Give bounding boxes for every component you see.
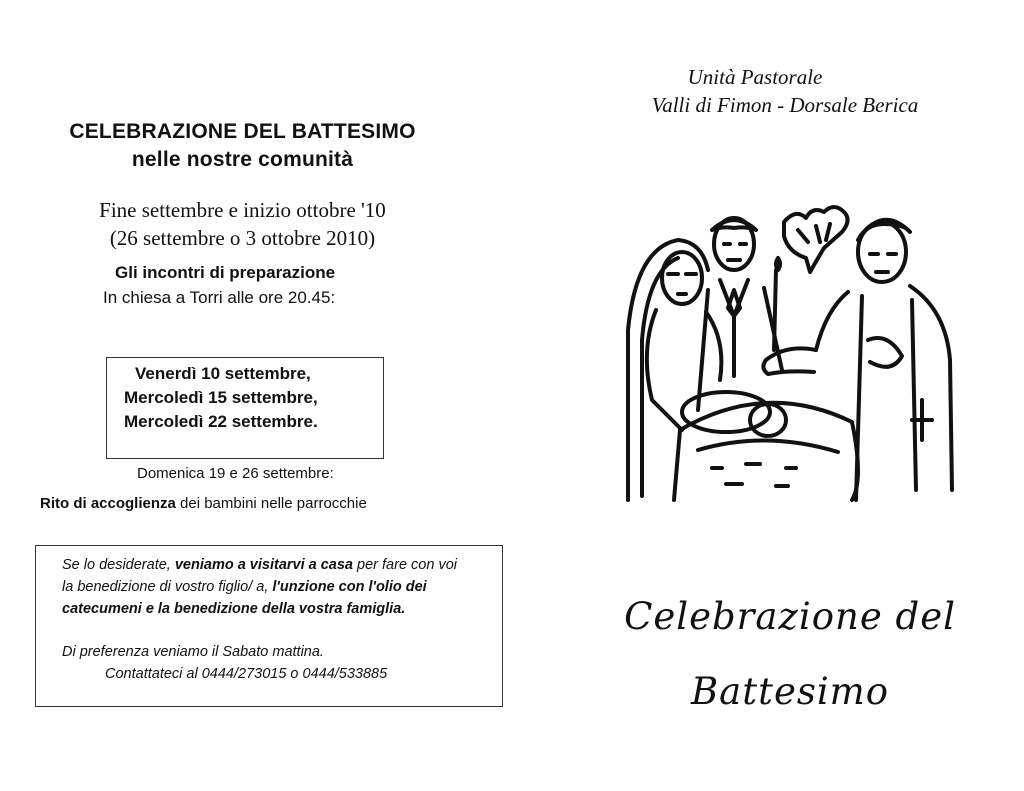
baptism-illustration-icon: [616, 200, 961, 510]
parish-name-line1: Unità Pastorale: [687, 65, 823, 89]
main-title: [20, 118, 465, 174]
main-title-line1: CELEBRAZIONE DEL BATTESIMO: [69, 120, 416, 143]
home-visit-text: [62, 554, 472, 620]
visit-preference: Di preferenza veniamo il Sabato mattina.: [62, 644, 324, 660]
visit-bold-2: l'unzione con l'olio dei catecumeni e la benedizione della vostra famiglia.: [62, 579, 427, 617]
visit-contact: Contattateci al 0444/273015 o 0444/533885: [105, 666, 388, 682]
date-range: [20, 196, 465, 252]
meeting-date: Mercoledì 22 settembre.: [124, 412, 318, 431]
preparation-location: In chiesa a Torri alle ore 20.45:: [103, 288, 336, 307]
home-visit-box: [35, 545, 503, 707]
main-title-line2: nelle nostre comunità: [131, 148, 354, 171]
welcome-rite: [40, 495, 367, 512]
date-range-line1: Fine settembre e inizio ottobre '10: [99, 198, 386, 222]
welcome-rite-rest: dei bambini nelle parrocchie: [175, 495, 367, 512]
meeting-dates-box: [106, 357, 384, 459]
preparation-title: Gli incontri di preparazione: [115, 263, 336, 282]
visit-intro: Se lo desiderate,: [62, 557, 175, 573]
visit-bold-1: veniamo a visitarvi a casa: [174, 557, 354, 573]
script-title-line1: Celebrazione del: [624, 595, 956, 638]
welcome-rite-bold: Rito di accoglienza: [40, 495, 176, 512]
visit-mid: per fare con voi la benedizione di vostro figlio/ a,: [62, 557, 457, 595]
meeting-date: Mercoledì 15 settembre,: [124, 388, 318, 407]
parish-name-line2: Valli di Fimon - Dorsale Berica: [651, 93, 919, 117]
date-range-line2: (26 settembre o 3 ottobre 2010): [109, 226, 376, 250]
meeting-date: Venerdì 10 settembre,: [135, 364, 311, 383]
welcome-rite-date: Domenica 19 e 26 settembre:: [137, 465, 334, 482]
script-title-line2: Battesimo: [690, 670, 890, 713]
